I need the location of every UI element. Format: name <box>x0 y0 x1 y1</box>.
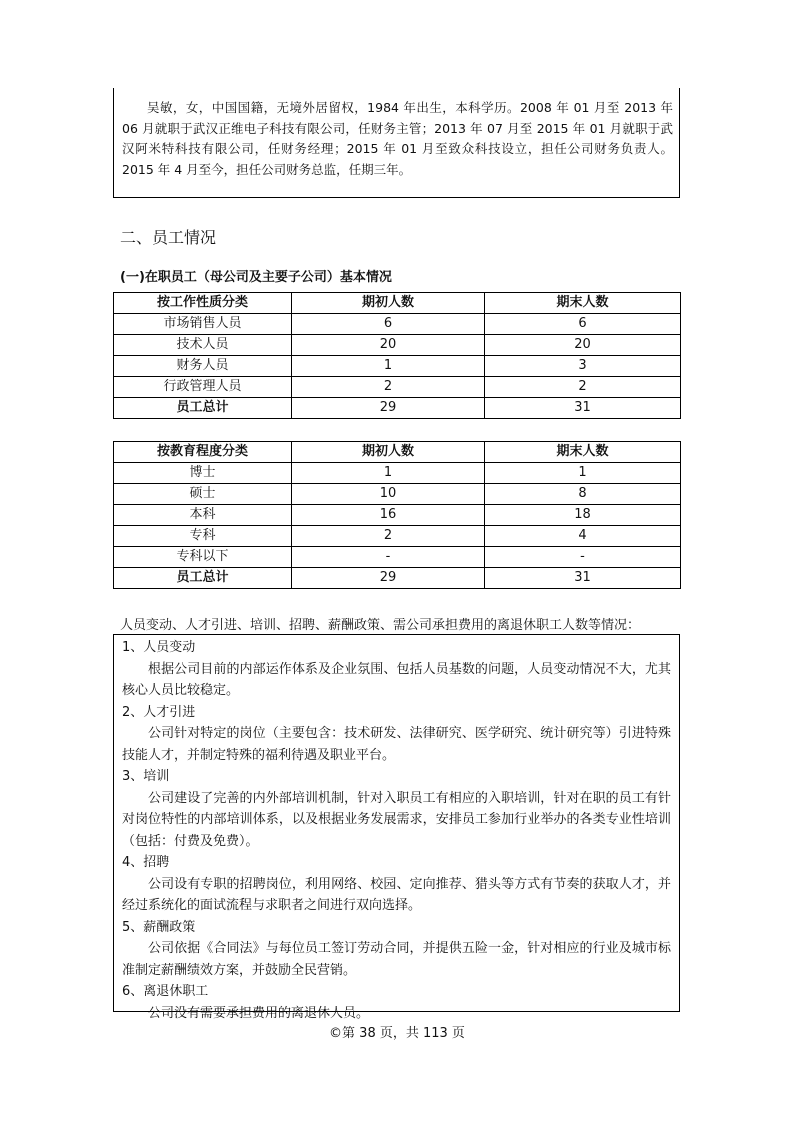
cell-end: 18 <box>485 505 681 526</box>
table-row <box>114 356 681 377</box>
cell-category: 专科以下 <box>114 547 292 568</box>
cell-start: - <box>292 547 485 568</box>
cell-start: 16 <box>292 505 485 526</box>
header-category: 按教育程度分类 <box>114 442 292 463</box>
cell-category: 博士 <box>114 463 292 484</box>
table-total-row <box>114 398 681 419</box>
item-heading: 3、培训 <box>122 769 170 784</box>
cell-end: - <box>485 547 681 568</box>
cell-end: 8 <box>485 484 681 505</box>
cell-total-start: 29 <box>292 398 485 419</box>
header-end-count: 期末人数 <box>485 293 681 314</box>
cell-start: 2 <box>292 526 485 547</box>
list-item <box>122 852 671 917</box>
cell-end: 6 <box>485 314 681 335</box>
item-heading: 6、离退休职工 <box>122 984 209 999</box>
cell-category: 市场销售人员 <box>114 314 292 335</box>
table-header-row <box>114 442 681 463</box>
item-heading: 5、薪酬政策 <box>122 919 196 935</box>
cell-start: 6 <box>292 314 485 335</box>
item-body: 根据公司目前的内部运作体系及企业氛围、包括人员基数的问题，人员变动情况不大，尤其核心人员比较稳定。 <box>122 661 671 698</box>
cell-end: 1 <box>485 463 681 484</box>
item-body: 公司依据《合同法》与每位员工签订劳动合同，并提供五险一金，针对相应的行业及城市标准制定薪酬绩效方案，并鼓励全民营销。 <box>122 941 671 978</box>
item-body: 公司设有专职的招聘岗位，利用网络、校园、定向推荐、猎头等方式有节奏的获取人才，并经过系统化的面试流程与求职者之间进行双向选择。 <box>122 876 671 913</box>
table-row <box>114 547 681 568</box>
table-by-education <box>113 441 681 589</box>
cell-category: 硕士 <box>114 484 292 505</box>
cell-total-end: 31 <box>485 568 681 589</box>
cell-start: 20 <box>292 335 485 356</box>
item-body: 公司建设了完善的内外部培训机制，针对入职员工有相应的入职培训，针对在职的员工有针对岗位特性的内部培训体系，以及根据业务发展需求，安排员工参加行业举办的各类专业性培训（包括：付费及免费）。 <box>122 790 671 849</box>
other-info-box <box>113 634 680 1021</box>
cell-end: 4 <box>485 526 681 547</box>
table-row <box>114 526 681 547</box>
item-heading: 2、人才引进 <box>122 704 196 720</box>
subsection-title: (一)在职员工（母公司及主要子公司）基本情况 <box>120 270 392 285</box>
list-item <box>122 766 671 852</box>
table-row <box>114 505 681 526</box>
cell-end: 3 <box>485 356 681 377</box>
table-by-work-nature <box>113 292 681 419</box>
item-body: 公司针对特定的岗位（主要包含：技术研发、法律研究、医学研究、统计研究等）引进特殊技能人才，并制定特殊的福利待遇及职业平台。 <box>122 726 671 763</box>
list-item <box>122 981 671 1024</box>
cell-total-label: 员工总计 <box>114 568 292 589</box>
header-category: 按工作性质分类 <box>114 293 292 314</box>
page-footer: ©第 38 页，共 113 页 <box>329 1026 465 1041</box>
section-title: 二、员工情况 <box>120 228 217 247</box>
table-row <box>114 314 681 335</box>
cell-total-end: 31 <box>485 398 681 419</box>
cell-start: 2 <box>292 377 485 398</box>
cell-category: 行政管理人员 <box>114 377 292 398</box>
table-total-row <box>114 568 681 589</box>
bio-text: 吴敏，女，中国国籍，无境外居留权，1984 年出生，本科学历。2008 年 01 月至 2013 年 06 月就职于武汉正维电子科技有限公司，任财务主管；2013 年 07 月至 2015 年 01 月就职于武汉阿米特科技有限公司，任财务经理；2015 年 01 月至致众科技设立，担任公司财务负责人。2015 年 4 月至今，担任公司财务总监，任期三年。 <box>122 100 673 177</box>
cell-total-start: 29 <box>292 568 485 589</box>
table-header-row <box>114 293 681 314</box>
cell-category: 专科 <box>114 526 292 547</box>
table-row <box>114 335 681 356</box>
table-row <box>114 484 681 505</box>
cell-total-label: 员工总计 <box>114 398 292 419</box>
list-item <box>122 917 671 982</box>
bio-box <box>113 88 680 198</box>
cell-category: 技术人员 <box>114 335 292 356</box>
header-start-count: 期初人数 <box>292 293 485 314</box>
table-row <box>114 377 681 398</box>
cell-start: 1 <box>292 463 485 484</box>
list-item <box>122 702 671 767</box>
header-end-count: 期末人数 <box>485 442 681 463</box>
item-body: 公司没有需要承担费用的离退休人员。 <box>148 1005 370 1021</box>
cell-category: 本科 <box>114 505 292 526</box>
cell-end: 2 <box>485 377 681 398</box>
cell-start: 10 <box>292 484 485 505</box>
cell-end: 20 <box>485 335 681 356</box>
item-heading: 1、人员变动 <box>122 640 196 655</box>
table-row <box>114 463 681 484</box>
item-heading: 4、招聘 <box>122 855 170 870</box>
cell-start: 1 <box>292 356 485 377</box>
header-start-count: 期初人数 <box>292 442 485 463</box>
list-item <box>122 637 671 702</box>
cell-category: 财务人员 <box>114 356 292 377</box>
other-info-intro: 人员变动、人才引进、培训、招聘、薪酬政策、需公司承担费用的离退休职工人数等情况： <box>120 618 641 633</box>
